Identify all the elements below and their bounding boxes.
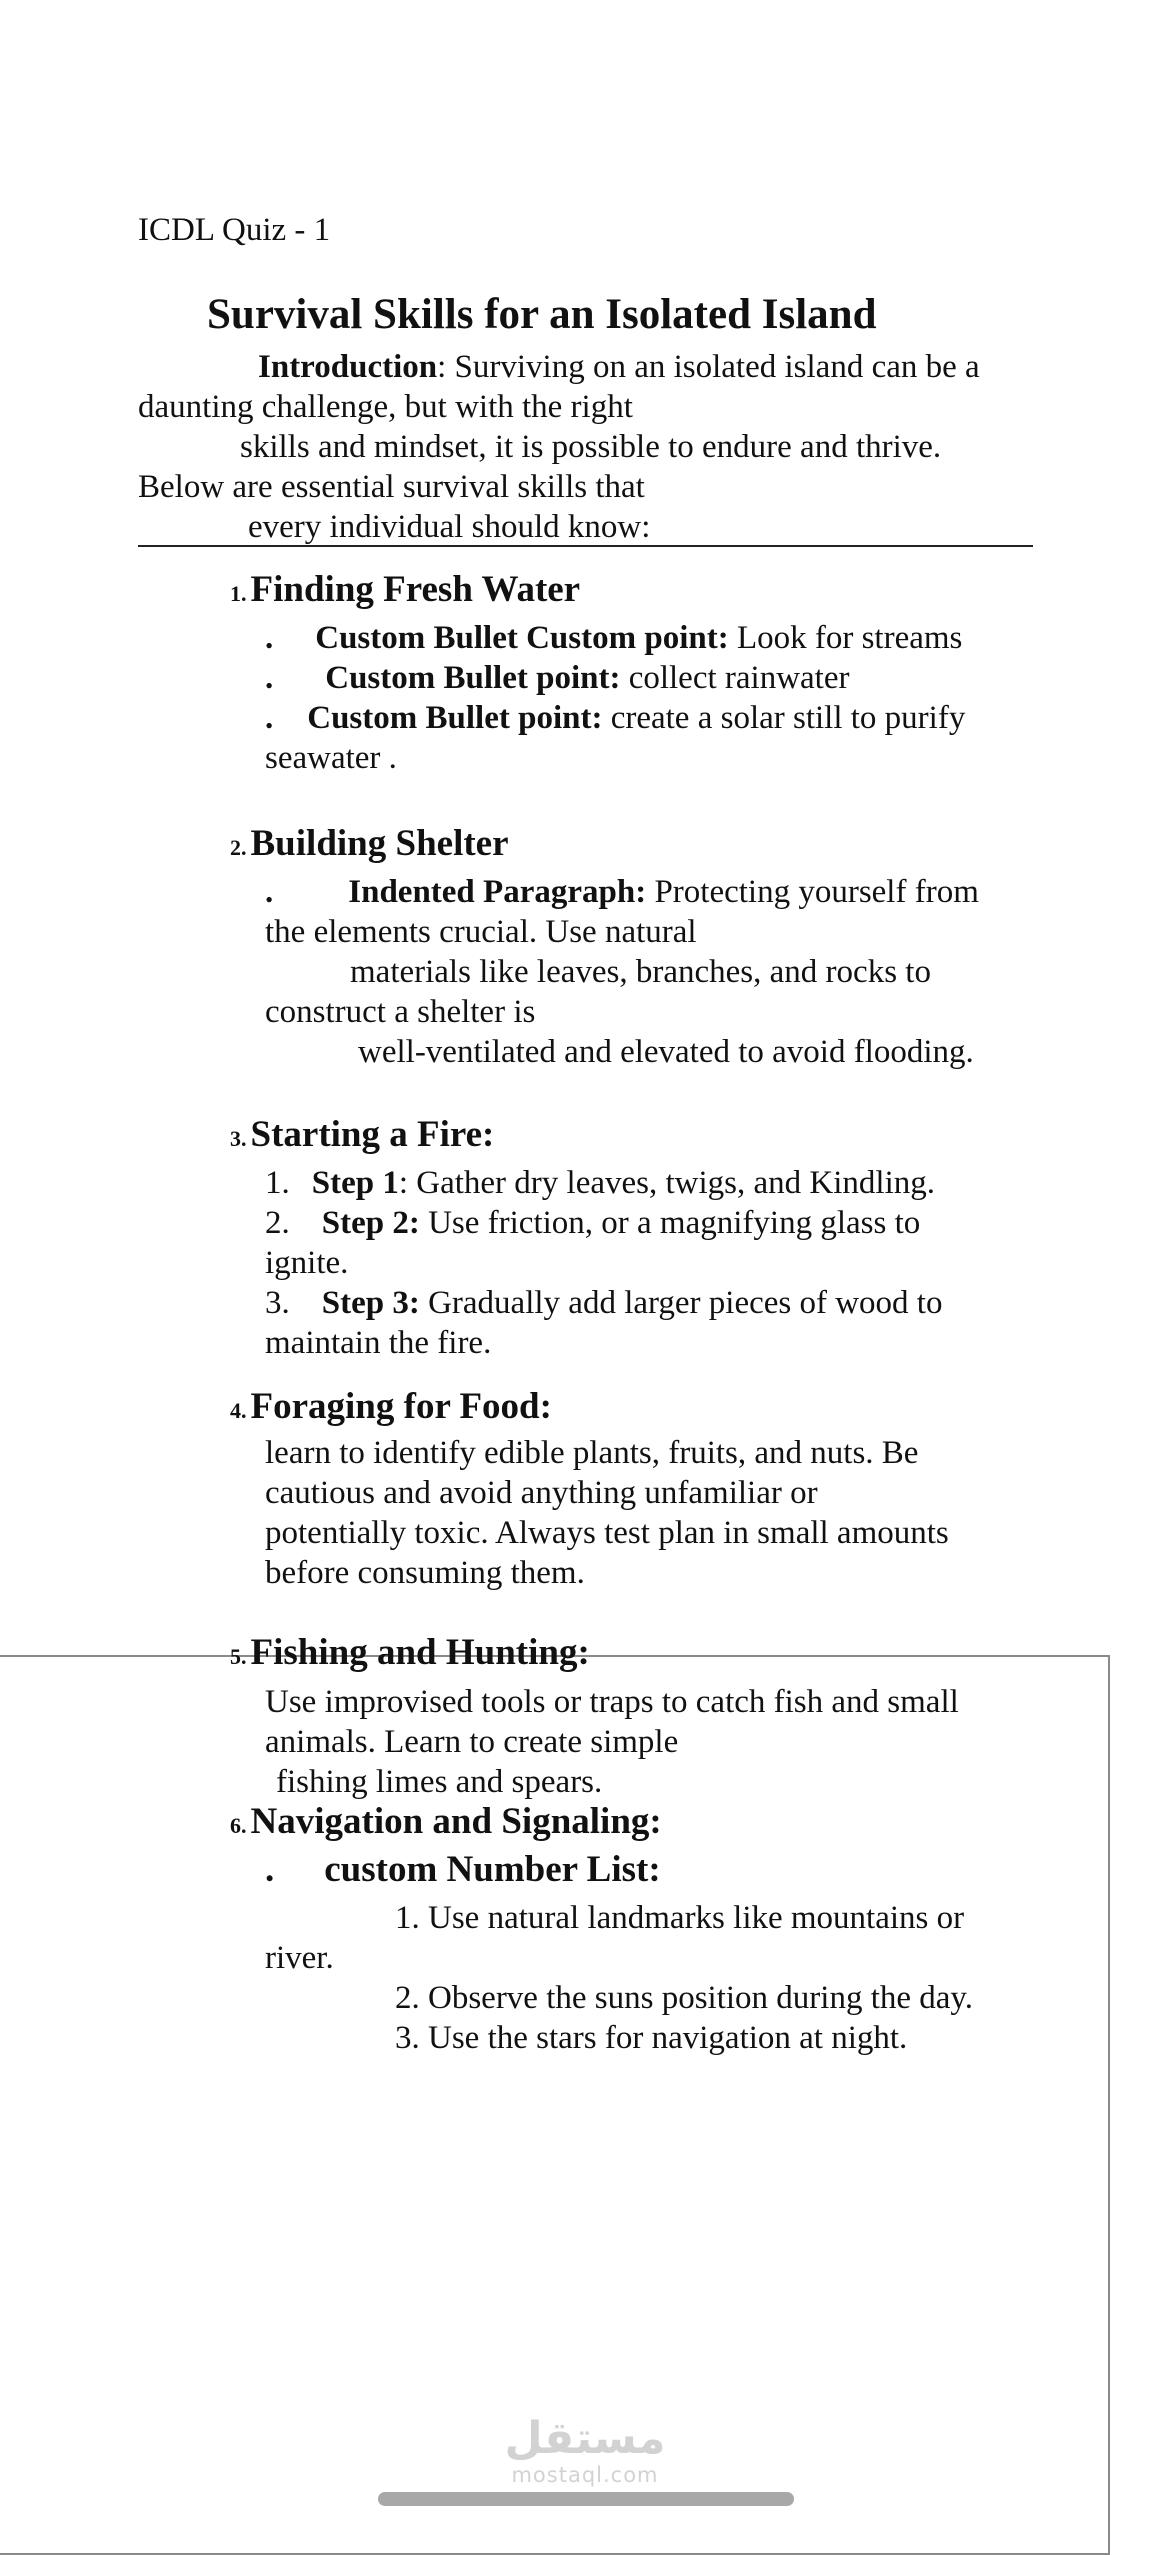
section-number: 3. [230,1126,247,1151]
section-number: 6. [230,1813,247,1838]
section-heading: Fishing and Hunting: [250,1632,590,1673]
bullet-mark: . [265,1849,275,1890]
step-number: 2. [265,1205,290,1241]
bullet-text: create a solar still to purify [602,700,966,736]
quiz-label: ICDL Quiz - 1 [138,212,331,248]
number-list-item: 1. Use natural landmarks like mountains or [395,1900,965,1936]
paragraph-line: before consuming them. [265,1555,585,1591]
section-heading: Building Shelter [250,823,509,864]
bullet-mark: . [265,660,274,696]
section-heading: Finding Fresh Water [250,569,581,610]
indented-paragraph-line-4: construct a shelter is [265,994,536,1030]
bullet-text: Look for streams [728,620,963,656]
document-title: Survival Skills for an Isolated Island [207,291,877,338]
paragraph-line: cautious and avoid anything unfamiliar or [265,1475,818,1511]
step-label: Step 1 [311,1165,399,1201]
paragraph-line: animals. Learn to create simple [265,1724,679,1760]
number-list-continuation: river. [265,1940,334,1976]
step-number: 3. [265,1285,290,1321]
step-text: : Gather dry leaves, twigs, and Kindling. [398,1165,935,1201]
indented-paragraph-line-3: materials like leaves, branches, and rocks to [350,954,931,990]
step-text: Use friction, or a magnifying glass to [419,1205,921,1241]
bullet-text: collect rainwater [620,660,850,696]
bullet-item [265,698,965,738]
bullet-item [265,658,850,698]
bullet-continuation: seawater . [265,740,397,776]
step-continuation: maintain the fire. [265,1325,492,1361]
intro-label: Introduction [258,349,438,385]
step-item [265,1283,942,1323]
watermark-arabic: مستقل [504,2413,666,2464]
section-number: 2. [230,835,247,860]
watermark-logo [0,2415,1170,2487]
section-6-heading-row [230,1800,662,1844]
bullet-label: Custom Bullet point: [307,700,603,736]
section-heading: Foraging for Food: [250,1386,552,1427]
paragraph-text: Protecting yourself from [646,874,979,910]
indented-paragraph-line-2: the elements crucial. Use natural [265,914,697,950]
indented-paragraph-line-5: well-ventilated and elevated to avoid flooding. [358,1034,974,1070]
bullet-mark: . [265,874,274,910]
section-3-heading-row [230,1113,494,1157]
number-list-item: 2. Observe the suns position during the day. [395,1980,974,2016]
step-continuation: ignite. [265,1245,349,1281]
section-number: 4. [230,1398,247,1423]
paragraph-line: Use improvised tools or traps to catch fish and small [265,1684,959,1720]
intro-line-1 [258,347,980,387]
step-item [265,1203,920,1243]
section-2-heading-row [230,822,509,866]
paragraph-line: learn to identify edible plants, fruits, and nuts. Be [265,1435,919,1471]
bullet-mark: . [265,620,274,656]
section-heading: Navigation and Signaling: [250,1801,662,1842]
bullet-label: Custom Bullet Custom point: [315,620,729,656]
home-indicator[interactable] [378,2492,794,2506]
step-label: Step 3: [321,1285,420,1321]
step-label: Step 2: [321,1205,420,1241]
intro-text-1: : Surviving on an isolated island can be a [437,349,980,385]
horizontal-rule [138,545,1033,547]
bullet-mark: . [265,700,274,736]
paragraph-line: fishing limes and spears. [276,1764,603,1800]
section-heading: Starting a Fire: [250,1114,495,1155]
step-number: 1. [265,1165,290,1201]
step-item [265,1163,935,1203]
watermark-latin: mostaql.com [511,2463,659,2487]
section-4-heading-row [230,1385,552,1429]
indented-paragraph-line-1 [265,872,979,912]
bullet-item [265,618,962,658]
intro-line-2: daunting challenge, but with the right [138,389,633,425]
section-1-heading-row [230,568,580,612]
intro-line-3: skills and mindset, it is possible to endure and thrive. [240,429,942,465]
section-number: 1. [230,581,247,606]
bullet-label: Custom Bullet point: [325,660,621,696]
intro-line-4: Below are essential survival skills that [138,469,645,505]
paragraph-label: Indented Paragraph: [348,874,647,910]
number-list-item: 3. Use the stars for navigation at night. [395,2020,908,2056]
paragraph-line: potentially toxic. Always test plan in small amounts [265,1515,949,1551]
step-text: Gradually add larger pieces of wood to [419,1285,943,1321]
sub-heading-row [265,1848,661,1892]
sub-heading: custom Number List: [324,1849,661,1890]
section-number: 5. [230,1644,247,1669]
section-5-heading-row [230,1631,590,1675]
intro-line-5: every individual should know: [248,509,651,545]
